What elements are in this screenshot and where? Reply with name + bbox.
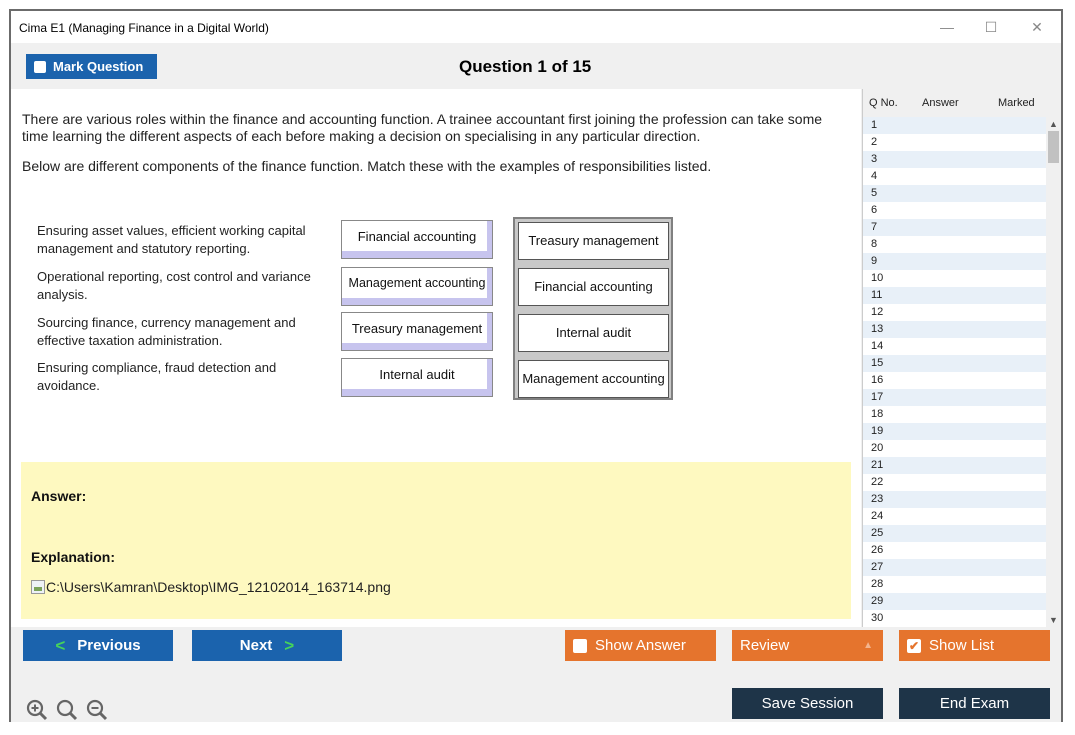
mark-question-button[interactable] — [26, 54, 157, 79]
show-answer-label: Show Answer — [595, 637, 686, 654]
show-list-label: Show List — [929, 637, 995, 654]
question-list-row[interactable]: 17 — [863, 389, 1046, 406]
question-list-row[interactable]: 13 — [863, 321, 1046, 338]
question-list-rows — [863, 117, 1061, 627]
drop-target-1[interactable]: Financial accounting — [341, 220, 493, 259]
question-list — [862, 89, 1061, 627]
question-list-row[interactable]: 4 — [871, 170, 878, 182]
question-paragraph-1: There are various roles within the finance and accounting function. A trainee accountant first joining the profession can take some time learning the different aspects of each before making a decision on specialising in any particular direction. — [22, 111, 823, 144]
window-title: Cima E1 (Managing Finance in a Digital World) — [19, 21, 269, 35]
question-list-row[interactable]: 16 — [871, 374, 884, 386]
question-paragraph-2: Below are different components of the finance function. Match these with the examples of responsibilities listed. — [22, 158, 712, 174]
previous-button[interactable] — [23, 630, 173, 661]
question-list-row[interactable]: 3 — [863, 151, 1046, 168]
option-management-accounting[interactable]: Management accounting — [518, 360, 669, 398]
question-list-row[interactable]: 19 — [863, 423, 1046, 440]
drop-target-3[interactable]: Treasury management — [341, 312, 493, 351]
question-list-row[interactable]: 7 — [863, 219, 1046, 236]
question-list-row[interactable]: 21 — [863, 457, 1046, 474]
responsibility-2: Operational reporting, cost control and variance analysis. — [37, 269, 311, 302]
minimize-icon[interactable]: — — [940, 19, 954, 35]
answer-label: Answer: — [31, 488, 87, 504]
explanation-image — [31, 579, 391, 595]
option-internal-audit[interactable]: Internal audit — [518, 314, 669, 352]
option-treasury-management[interactable]: Treasury management — [518, 222, 669, 260]
chevron-left-icon: < — [55, 635, 66, 655]
question-list-row[interactable]: 5 — [863, 185, 1046, 202]
save-session-button[interactable] — [732, 688, 883, 719]
review-label: Review — [740, 637, 790, 654]
question-list-row[interactable]: 30 — [871, 612, 884, 624]
question-list-row[interactable]: 26 — [871, 544, 884, 556]
responsibility-3: Sourcing finance, currency management and effective taxation administration. — [37, 315, 296, 348]
mark-question-label: Mark Question — [53, 59, 144, 74]
show-answer-button[interactable] — [565, 630, 716, 661]
maximize-icon[interactable]: ☐ — [984, 19, 998, 35]
responsibility-4: Ensuring compliance, fraud detection and avoidance. — [37, 360, 277, 393]
question-header — [11, 43, 1061, 89]
question-list-row[interactable]: 20 — [871, 442, 884, 454]
drop-target-2[interactable]: Management accounting — [341, 267, 493, 306]
zoom-out-icon[interactable] — [86, 699, 108, 721]
checkbox-icon — [34, 61, 46, 73]
show-list-button[interactable] — [899, 630, 1050, 661]
question-list-row[interactable]: 9 — [863, 253, 1046, 270]
scroll-thumb[interactable] — [1048, 131, 1059, 163]
question-list-row[interactable]: 24 — [871, 510, 884, 522]
app-window — [9, 9, 1063, 722]
drop-target-4[interactable]: Internal audit — [341, 358, 493, 397]
save-session-label: Save Session — [761, 695, 854, 712]
end-exam-label: End Exam — [939, 695, 1010, 712]
col-qno: Q No. — [869, 97, 898, 109]
answer-panel — [21, 462, 851, 619]
responsibility-1: Ensuring asset values, efficient working capital management and statutory reporting. — [37, 223, 306, 256]
checkmark-icon: ✔ — [908, 638, 920, 653]
col-marked: Marked — [998, 97, 1035, 109]
question-list-row[interactable]: 14 — [871, 340, 884, 352]
chevron-right-icon: > — [284, 635, 295, 655]
question-list-row[interactable]: 28 — [871, 578, 884, 590]
question-list-row[interactable]: 11 — [863, 287, 1046, 304]
question-list-scrollbar[interactable] — [1046, 117, 1061, 627]
next-button[interactable] — [192, 630, 342, 661]
options-panel — [513, 217, 673, 400]
zoom-reset-icon[interactable] — [56, 699, 78, 721]
broken-image-icon — [31, 580, 45, 594]
question-list-row[interactable]: 10 — [871, 272, 884, 284]
question-list-row[interactable]: 15 — [863, 355, 1046, 372]
question-list-row[interactable]: 25 — [863, 525, 1046, 542]
question-list-row[interactable]: 2 — [871, 136, 878, 148]
chevron-up-icon: ▲ — [863, 640, 873, 651]
explanation-image-path: C:\Users\Kamran\Desktop\IMG_12102014_163714.png — [46, 579, 391, 595]
next-label: Next — [239, 637, 273, 654]
close-icon[interactable]: ✕ — [1031, 19, 1043, 35]
scroll-down-icon[interactable]: ▼ — [1049, 615, 1058, 625]
review-dropdown[interactable] — [732, 630, 883, 661]
zoom-in-icon[interactable] — [26, 699, 48, 721]
explanation-label: Explanation: — [31, 549, 116, 565]
question-list-row[interactable]: 12 — [871, 306, 884, 318]
question-list-row[interactable]: 1 — [863, 117, 1046, 134]
title-bar — [11, 11, 1061, 43]
col-answer: Answer — [922, 97, 959, 109]
question-list-row[interactable]: 8 — [871, 238, 878, 250]
question-list-row[interactable]: 27 — [863, 559, 1046, 576]
end-exam-button[interactable] — [899, 688, 1050, 719]
question-list-row[interactable]: 18 — [871, 408, 884, 420]
question-list-row[interactable]: 29 — [863, 593, 1046, 610]
previous-label: Previous — [77, 637, 141, 654]
footer-toolbar — [11, 627, 1061, 722]
question-list-row[interactable]: 23 — [863, 491, 1046, 508]
question-list-header — [863, 89, 1061, 117]
scroll-up-icon[interactable]: ▲ — [1049, 119, 1058, 129]
question-list-row[interactable]: 22 — [871, 476, 884, 488]
question-content — [11, 89, 861, 627]
option-financial-accounting[interactable]: Financial accounting — [518, 268, 669, 306]
checkbox-icon — [573, 639, 587, 653]
question-list-row[interactable]: 6 — [871, 204, 878, 216]
question-counter: Question 1 of 15 — [459, 57, 592, 76]
